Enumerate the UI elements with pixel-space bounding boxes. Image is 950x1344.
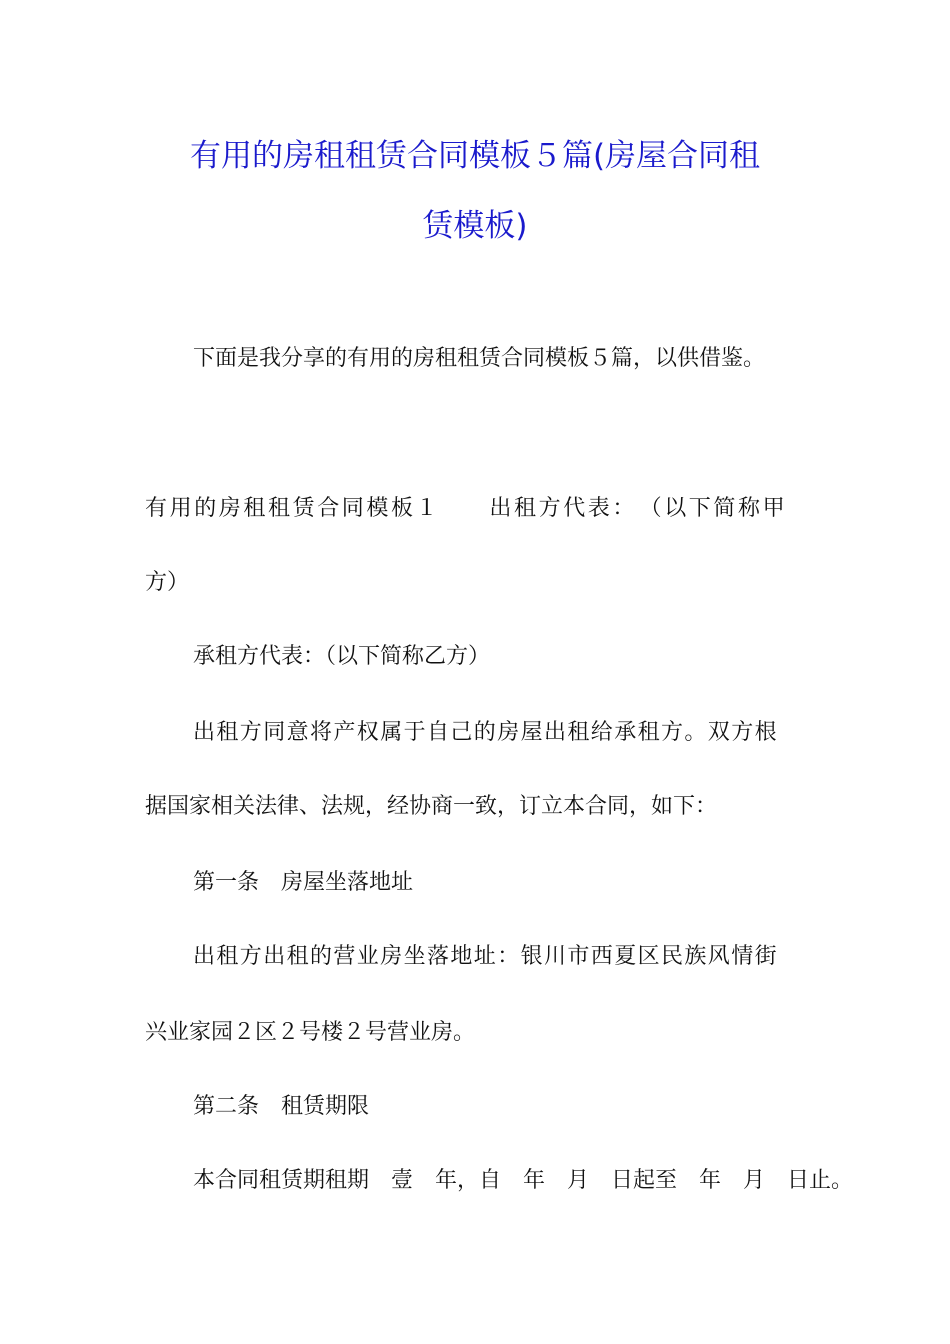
body-line-10: 本合同租赁期租期 壹 年，自 年 月 日起至 年 月 日止。 [193, 1168, 854, 1193]
body-line-2: 方） [145, 570, 190, 595]
body-line-8: 兴业家园２区２号楼２号营业房。 [145, 1020, 476, 1045]
body-line-3: 承租方代表：（以下简称乙方） [193, 644, 491, 669]
intro-paragraph: 下面是我分享的有用的房租租赁合同模板５篇，以供借鉴。 [193, 346, 766, 371]
body-line-4: 出租方同意将产权属于自己的房屋出租给承租方。双方根 [193, 720, 779, 745]
clause-1-heading: 第一条 房屋坐落地址 [193, 870, 414, 895]
body-line-1: 有用的房租租赁合同模板１ 出租方代表： （以下简称甲 [145, 496, 788, 521]
document-title-line-2: 赁模板) [422, 208, 528, 244]
document-title-line-1: 有用的房租租赁合同模板５篇(房屋合同租 [189, 138, 761, 174]
body-line-7: 出租方出租的营业房坐落地址：银川市西夏区民族风情街 [193, 944, 779, 969]
clause-2-heading: 第二条 租赁期限 [193, 1094, 370, 1119]
body-line-5: 据国家相关法律、法规，经协商一致，订立本合同，如下： [145, 794, 718, 819]
